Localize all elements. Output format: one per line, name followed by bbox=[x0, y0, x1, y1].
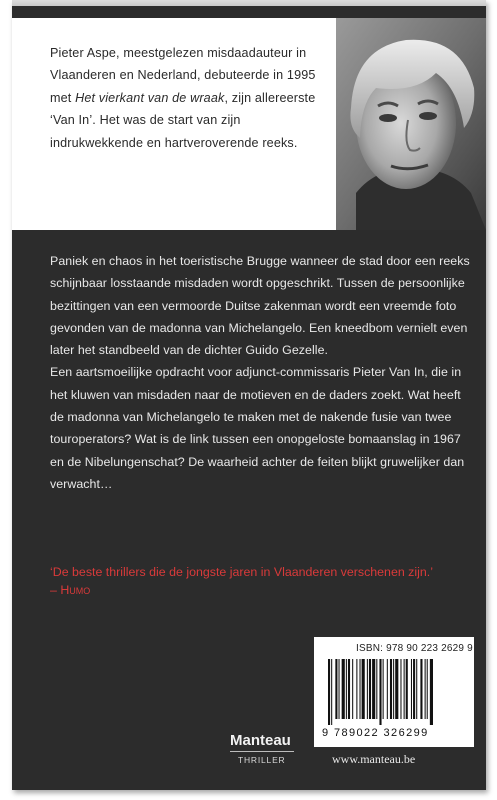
publisher-website: www.manteau.be bbox=[332, 752, 416, 766]
barcode-bar bbox=[367, 659, 368, 719]
barcode-bar bbox=[379, 659, 381, 725]
author-photo bbox=[336, 18, 486, 230]
barcode-digits: 9 789022 326299 bbox=[322, 727, 429, 739]
isbn-label: ISBN: 978 90 223 2629 9 bbox=[356, 643, 473, 654]
barcode-bar bbox=[328, 659, 330, 725]
barcode-bar bbox=[390, 659, 392, 719]
barcode-bar bbox=[362, 659, 365, 719]
cover-top-edge bbox=[12, 0, 486, 6]
publisher-logo: Manteau bbox=[230, 732, 291, 749]
blurb-paragraph-1: Paniek en chaos in het toeristische Brugge wanneer de stad door een reeks schijnbaar losstaande misdaden wordt opgeschrikt. Tussen de persoonlijke bezittingen van een vermoorde Duitse zakenman wordt een vreemde foto gevonden van de madonna van Michelangelo. Een kneedbom vernielt even later het standbeeld van de dichter Guido Gezelle. bbox=[50, 254, 470, 358]
barcode-bar bbox=[372, 659, 375, 719]
imprint-label: THRILLER bbox=[238, 755, 286, 765]
barcode-bar bbox=[406, 659, 408, 719]
barcode-image bbox=[328, 659, 462, 725]
barcode-bar bbox=[425, 659, 426, 719]
debut-title: Het vierkant van de wraak bbox=[75, 90, 225, 105]
author-bio bbox=[50, 42, 330, 154]
barcode-bar bbox=[356, 659, 357, 719]
barcode-bar bbox=[331, 659, 332, 725]
barcode-bar bbox=[348, 659, 350, 719]
barcode-bar bbox=[393, 659, 394, 719]
press-quote-source: – Humo bbox=[50, 583, 91, 597]
barcode-bar bbox=[360, 659, 361, 719]
barcode-bar bbox=[339, 659, 340, 719]
barcode-bar bbox=[427, 659, 428, 719]
barcode-bar bbox=[346, 659, 347, 719]
barcode-bar bbox=[404, 659, 405, 719]
barcode-bar bbox=[430, 659, 433, 725]
author-portrait-image bbox=[336, 18, 486, 230]
blurb-paragraph-2: Een aartsmoeilijke opdracht voor adjunct-commissaris Pieter Van In, die in het kluwen van misdaden naar de motieven en de daders zoekt. Wat heeft de madonna van Michelangelo te maken met de nakende fusie van twee touroperators? Wat is de link tussen een onopgeloste bomaanslag in 1967 en de Nibelungenschat? De waarheid achter de feiten blijkt gruwelijker dan verwacht… bbox=[50, 365, 465, 491]
press-quote: ‘De beste thrillers die de jongste jaren in Vlaanderen verschenen zijn.’ bbox=[50, 565, 433, 579]
author-bio-intro: Pieter Aspe, meestgelezen misdaadauteur in Vlaanderen en Nederland, debuteerde in 1995 met bbox=[50, 46, 316, 105]
barcode-bar bbox=[387, 659, 388, 719]
author-bio-outro: , zijn allereerste ‘Van In’. Het was de start van zijn indrukwekkende en hartveroverende reeks. bbox=[50, 90, 316, 150]
back-cover-blurb bbox=[50, 250, 474, 495]
book-back-cover bbox=[12, 0, 486, 790]
barcode-bar bbox=[335, 659, 337, 719]
barcode-bar bbox=[369, 659, 371, 719]
barcode-bar bbox=[376, 659, 377, 719]
barcode-bar bbox=[352, 659, 353, 719]
publisher-divider bbox=[230, 751, 294, 752]
barcode-bar bbox=[342, 659, 345, 719]
barcode-bar bbox=[416, 659, 417, 719]
barcode-bar bbox=[420, 659, 422, 719]
barcode-bar bbox=[400, 659, 401, 719]
barcode-bar bbox=[413, 659, 415, 719]
barcode-bar bbox=[395, 659, 398, 719]
barcode-bar bbox=[411, 659, 412, 719]
barcode-bar bbox=[383, 659, 384, 719]
